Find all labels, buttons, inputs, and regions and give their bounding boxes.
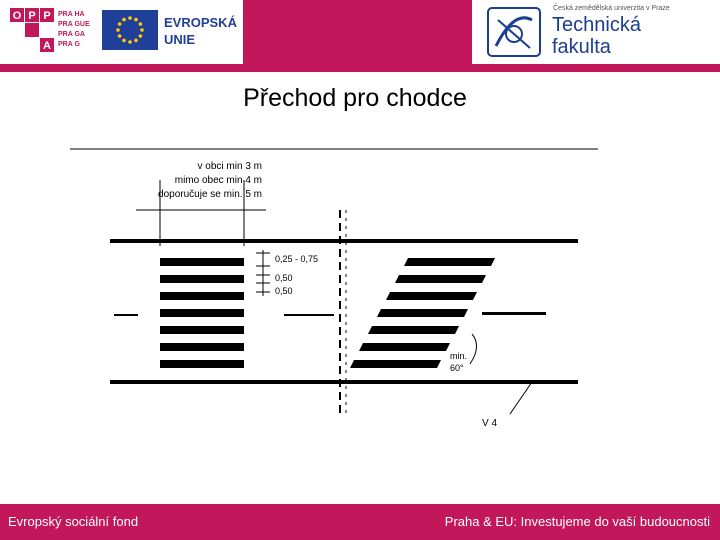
stripe — [160, 292, 244, 300]
label-sign: V 4 — [482, 418, 498, 429]
faculty-name — [552, 14, 641, 58]
praha-wordmark — [58, 10, 96, 50]
opp-letter-p1: P — [28, 10, 36, 22]
faculty-line-1: Technická — [552, 14, 641, 36]
crosswalk-diagram — [70, 146, 610, 436]
footer-right-text: Praha & EU: Investujeme do vaší budoucnosti — [444, 514, 710, 529]
stripe — [386, 292, 477, 300]
opp-letter-p2: P — [43, 10, 51, 22]
eu-line-2: UNIE — [164, 32, 196, 47]
praha-row-3: PRA GA — [58, 31, 85, 38]
slide-title: Přechod pro chodce — [243, 84, 467, 112]
opp-logo — [10, 8, 54, 52]
praha-row-1: PRA HA — [58, 11, 85, 18]
stripe — [377, 309, 468, 317]
eu-wordmark — [164, 14, 237, 48]
eu-flag-icon — [102, 10, 158, 50]
label-dim-stripe2: 0,50 — [275, 286, 293, 296]
label-dim-stripe: 0,25 - 0,75 — [275, 254, 319, 264]
label-recommended: doporučuje se min. 5 m — [158, 189, 262, 200]
stripe — [395, 275, 486, 283]
road-edge-top — [110, 239, 578, 243]
stripe — [160, 326, 244, 334]
stripe — [160, 343, 244, 351]
opp-letter-o: O — [12, 10, 22, 22]
stripe — [160, 258, 244, 266]
praha-row-4: PRA G — [58, 41, 80, 48]
eu-line-1: EVROPSKÁ — [164, 15, 237, 30]
praha-row-2: PRA GUE — [58, 21, 90, 28]
opp-letter-a: A — [43, 40, 51, 52]
crosswalk-stripes-left — [160, 258, 244, 368]
stripe — [160, 309, 244, 317]
road-edge-bottom — [110, 380, 578, 384]
label-rural: mimo obec min 4 m — [174, 175, 262, 186]
stripe — [404, 258, 495, 266]
label-urban: v obci min 3 m — [197, 161, 262, 172]
university-name: Česká zemědělská univerzita v Praze — [553, 5, 670, 12]
lane-mark-left — [114, 314, 138, 316]
faculty-emblem-icon — [486, 6, 542, 58]
label-dim-gap: 0,50 — [275, 273, 293, 283]
label-angle-min: min. — [450, 351, 468, 361]
crosswalk-stripes-right — [350, 258, 495, 368]
label-angle-value: 60° — [450, 363, 464, 373]
stripe — [368, 326, 459, 334]
sign-leader — [510, 382, 532, 414]
stripe — [350, 360, 441, 368]
angle-arc — [470, 334, 477, 364]
lane-mark-mid — [284, 314, 334, 316]
stripe — [359, 343, 450, 351]
stripe — [160, 360, 244, 368]
lane-mark-right — [482, 312, 546, 315]
logo-panel-left — [0, 0, 243, 64]
footer-left-text: Evropský sociální fond — [8, 514, 139, 529]
faculty-line-2: fakulta — [552, 36, 611, 58]
stripe — [160, 275, 244, 283]
